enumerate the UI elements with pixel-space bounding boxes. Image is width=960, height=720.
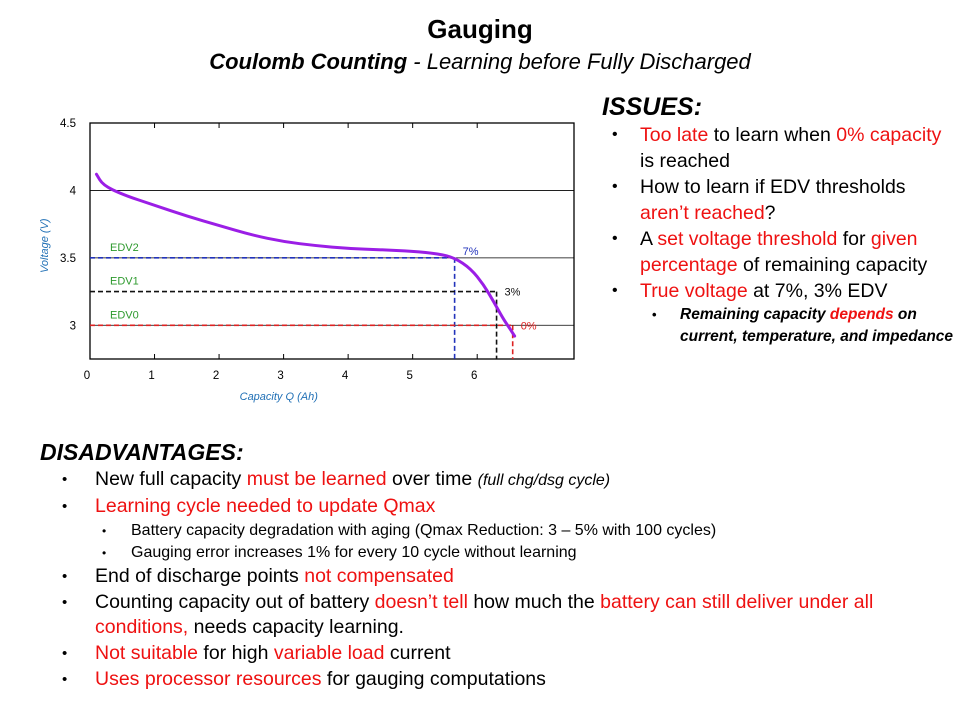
page-title: Gauging <box>427 14 533 44</box>
discharge-chart <box>30 110 590 410</box>
x-axis-label: Capacity Q (Ah) <box>239 391 318 403</box>
subtitle-description: - Learning before Fully Discharged <box>407 49 751 74</box>
bullet-text: A <box>640 228 658 250</box>
disadvantage-item <box>40 564 955 589</box>
highlight-text: Not suitable <box>95 642 198 664</box>
disadvantages-panel <box>40 438 955 693</box>
bullet-text: Remaining capacity <box>680 306 830 323</box>
threshold-percent-label: 3% <box>504 286 521 299</box>
disadvantage-item <box>40 641 955 666</box>
bullet-text: End of discharge points <box>95 565 305 587</box>
x-tick-label: 0 <box>83 370 91 382</box>
y-tick-label: 3 <box>69 320 76 333</box>
x-tick-label: 4 <box>341 370 349 382</box>
issue-item <box>602 122 958 174</box>
threshold-label: EDV2 <box>110 241 139 254</box>
plot-frame <box>90 123 574 359</box>
bullet-text: is reached <box>640 150 730 172</box>
threshold-percent-label: 7% <box>462 245 479 258</box>
x-tick-label: 5 <box>406 370 413 382</box>
y-tick-label: 3.5 <box>60 252 76 265</box>
highlight-text: Too late <box>640 124 709 146</box>
issues-panel <box>602 92 958 348</box>
disadvantage-item <box>40 467 955 493</box>
bullet-text: Counting capacity out of battery <box>95 591 375 613</box>
highlight-text: 0% capacity <box>836 124 942 146</box>
highlight-text: must be learned <box>246 468 387 490</box>
highlight-text: aren’t reached <box>640 202 765 224</box>
highlight-text: True voltage <box>640 280 748 302</box>
highlight-text: Uses processor resources <box>95 668 322 690</box>
bullet-text: to learn when <box>708 124 837 146</box>
bullet-text: needs capacity learning. <box>188 616 404 638</box>
threshold-label: EDV0 <box>110 309 139 322</box>
bullet-text: for gauging computations <box>321 668 546 690</box>
bullet-text: for <box>837 228 871 250</box>
issue-item <box>602 278 958 304</box>
disadvantage-sub-item <box>40 542 955 564</box>
highlight-text: battery can still deliver under all conditions, <box>95 591 874 638</box>
subtitle-method: Coulomb Counting <box>209 49 408 74</box>
x-tick-label: 2 <box>212 370 220 382</box>
issue-item <box>602 226 958 278</box>
threshold-label: EDV1 <box>110 275 139 288</box>
bullet-text: on current, temperature, and impedance <box>680 306 954 345</box>
bullet-text: of remaining capacity <box>737 254 928 276</box>
bullet-text: over time <box>386 468 478 490</box>
bullet-text: how much the <box>467 591 601 613</box>
highlight-text: variable load <box>273 642 385 664</box>
disadvantage-item <box>40 590 955 640</box>
page-subtitle <box>0 49 960 75</box>
bullet-text: ? <box>764 202 776 224</box>
disadvantage-item <box>40 494 955 519</box>
bullet-text: for high <box>197 642 274 664</box>
disadvantages-list <box>40 467 955 692</box>
issues-list <box>602 122 958 348</box>
bullet-text: current <box>384 642 451 664</box>
bullet-text: How to learn if EDV thresholds <box>640 176 906 198</box>
discharge-curve <box>96 174 514 336</box>
y-tick-label: 4.5 <box>60 118 76 130</box>
disadvantage-item <box>40 667 955 692</box>
issues-heading: ISSUES: <box>602 93 703 121</box>
bullet-text: New full capacity <box>95 468 247 490</box>
issue-item <box>602 174 958 226</box>
disadvantage-sub-item <box>40 520 955 542</box>
y-axis-label: Voltage (V) <box>39 218 51 274</box>
highlight-text: not compensated <box>304 565 454 587</box>
disadvantages-heading: DISADVANTAGES: <box>40 439 244 465</box>
issue-sub-item <box>602 304 958 348</box>
highlight-text: depends <box>829 306 894 323</box>
x-tick-label: 1 <box>148 370 155 382</box>
y-tick-label: 4 <box>69 185 76 198</box>
x-tick-label: 3 <box>277 370 284 382</box>
highlight-text: doesn’t tell <box>374 591 468 613</box>
highlight-text: set voltage threshold <box>657 228 838 250</box>
highlight-text: given percentage <box>640 228 918 276</box>
bullet-text: Gauging error increases 1% for every 10 cycle without learning <box>131 544 577 561</box>
threshold-percent-label: 0% <box>520 320 537 333</box>
x-tick-label: 6 <box>470 370 478 382</box>
bullet-text: Battery capacity degradation with aging (Qmax Reduction: 3 – 5% with 100 cycles) <box>131 522 717 539</box>
highlight-text: Learning cycle needed to update Qmax <box>95 495 436 517</box>
bullet-text: at 7%, 3% EDV <box>747 280 888 302</box>
note-text: (full chg/dsg cycle) <box>477 472 611 489</box>
